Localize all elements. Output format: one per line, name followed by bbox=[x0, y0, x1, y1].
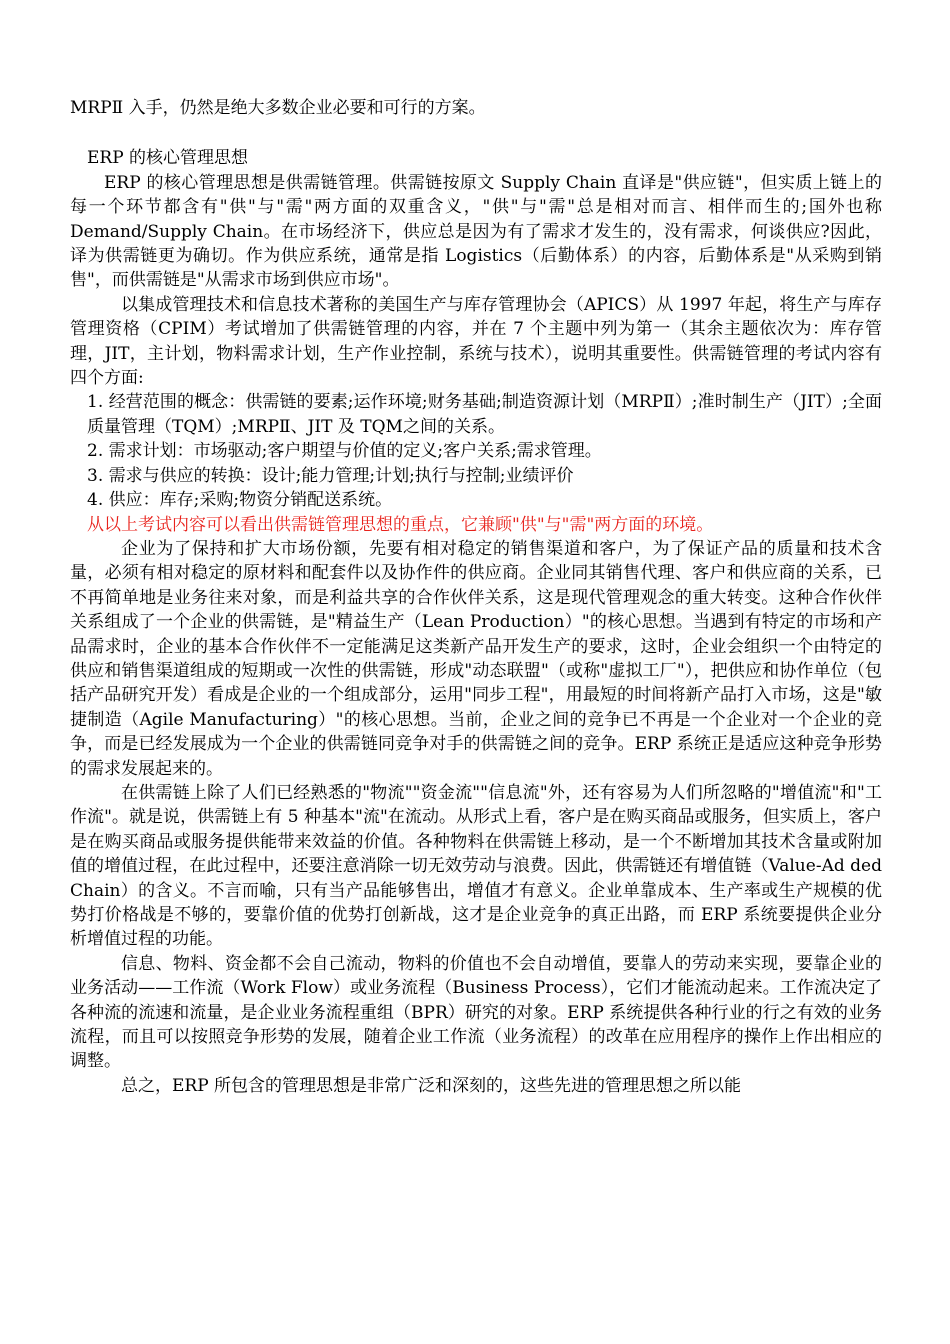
list-item: 1. 经营范围的概念：供需链的要素;运作环境;财务基础;制造资源计划（MRPⅡ）;准时制生产（JIT）;全面质量管理（TQM）;MRPⅡ、JIT 及 TQM之间的关系。 bbox=[87, 392, 882, 437]
paragraph-6: 总之，ERP 所包含的管理思想是非常广泛和深刻的，这些先进的管理思想之所以能 bbox=[121, 1075, 742, 1096]
list-item: 4. 供应：库存;采购;物资分销配送系统。 bbox=[87, 490, 393, 511]
paragraph-5: 信息、物料、资金都不会自己流动，物料的价值也不会自动增值，要靠人的劳动来实现，要靠企业的业务活动——工作流（Work Flow）或业务流程（Business Process），它们才能流动起来。工作流决定了各种流的流速和流量，是企业业务流程重组（BPR）研究的对象。ERP 系统提供各种行业的行之有效的业务流程，而且可以按照竞争形势的发展，随着企业工作流（业务流程）的改革在应用程序的操作上作出相应的调整。 bbox=[70, 953, 882, 1072]
list-item: 3. 需求与供应的转换：设计;能力管理;计划;执行与控制;业绩评价 bbox=[87, 465, 574, 486]
highlight-sentence: 从以上考试内容可以看出供需链管理思想的重点，它兼顾"供"与"需"两方面的环境。 bbox=[87, 514, 714, 535]
paragraph-2: 以集成管理技术和信息技术著称的美国生产与库存管理协会（APICS）从 1997 年起，将生产与库存管理资格（CPIM）考试增加了供需链管理的内容，并在 7 个主题中列为第一（其余主题依次为：库存管理，JIT，主计划，物料需求计划，生产作业控制，系统与技术），说明其重要性。供需链管理的考试内容有四个方面: bbox=[70, 294, 882, 389]
section-heading: ERP 的核心管理思想 bbox=[87, 148, 249, 169]
list-item: 2. 需求计划：市场驱动;客户期望与价值的定义;客户关系;需求管理。 bbox=[87, 441, 602, 462]
paragraph-3: 企业为了保持和扩大市场份额，先要有相对稳定的销售渠道和客户，为了保证产品的质量和技术含量，必须有相对稳定的原材料和配套件以及协作件的供应商。企业同其销售代理、客户和供应商的关系，已不再简单地是业务往来对象，而是利益共享的合作伙伴关系，这是现代管理观念的重大转变。这种合作伙伴关系组成了一个企业的供需链，是"精益生产（Lean Production）"的核心思想。当遇到有特定的市场和产品需求时，企业的基本合作伙伴不一定能满足这类新产品开发生产的要求，这时，企业会组织一个由特定的供应和销售渠道组成的短期或一次性的供需链，形成"动态联盟"（或称"虚拟工厂"），把供应和协作单位（包括产品研究开发）看成是企业的一个组成部分，运用"同步工程"，用最短的时间将新产品打入市场，这是"敏捷制造（Agile Manufacturing）"的核心思想。当前，企业之间的竞争已不再是一个企业对一个企业的竞争，而是已经发展成为一个企业的供需链同竞争对手的供需链之间的竞争。ERP 系统正是适应这种竞争形势的需求发展起来的。 bbox=[70, 538, 882, 779]
lead-line: MRPⅡ 入手，仍然是绝大多数企业必要和可行的方案。 bbox=[70, 98, 486, 118]
paragraph-4: 在供需链上除了人们已经熟悉的"物流""资金流""信息流"外，还有容易为人们所忽略的"增值流"和"工作流"。就是说，供需链上有 5 种基本"流"在流动。从形式上看，客户是在购买商品或服务，但实质上，客户是在购买商品或服务提供能带来效益的价值。各种物料在供需链上移动，是一个不断增加其技术含量或附加值的增值过程，在此过程中，还要注意消除一切无效劳动与浪费。因此，供需链还有增值链（Value-Ad ded Chain）的含义。不言而喻，只有当产品能够售出，增值才有意义。企业单靠成本、生产率或生产规模的优势打价格战是不够的，要靠价值的优势打创新战，这才是企业竞争的真正出路，而 ERP 系统要提供企业分析增值过程的功能。 bbox=[70, 782, 882, 950]
document-page bbox=[70, 96, 882, 1098]
section-gap bbox=[70, 120, 882, 146]
paragraph-1: ERP 的核心管理思想是供需链管理。供需链按原文 Supply Chain 直译是"供应链"，但实质上链上的每一个环节都含有"供"与"需"两方面的双重含义，"供"与"需"总是相对而言、相伴而生的;国外也称 Demand/Supply Chain。在市场经济下，供应总是因为有了需求才发生的，没有需求，何谈供应?因此，译为供需链更为确切。作为供应系统，通常是指 Logistics（后勤体系）的内容，后勤体系是"从采购到销售"，而供需链是"从需求市场到供应市场"。 bbox=[70, 172, 882, 291]
